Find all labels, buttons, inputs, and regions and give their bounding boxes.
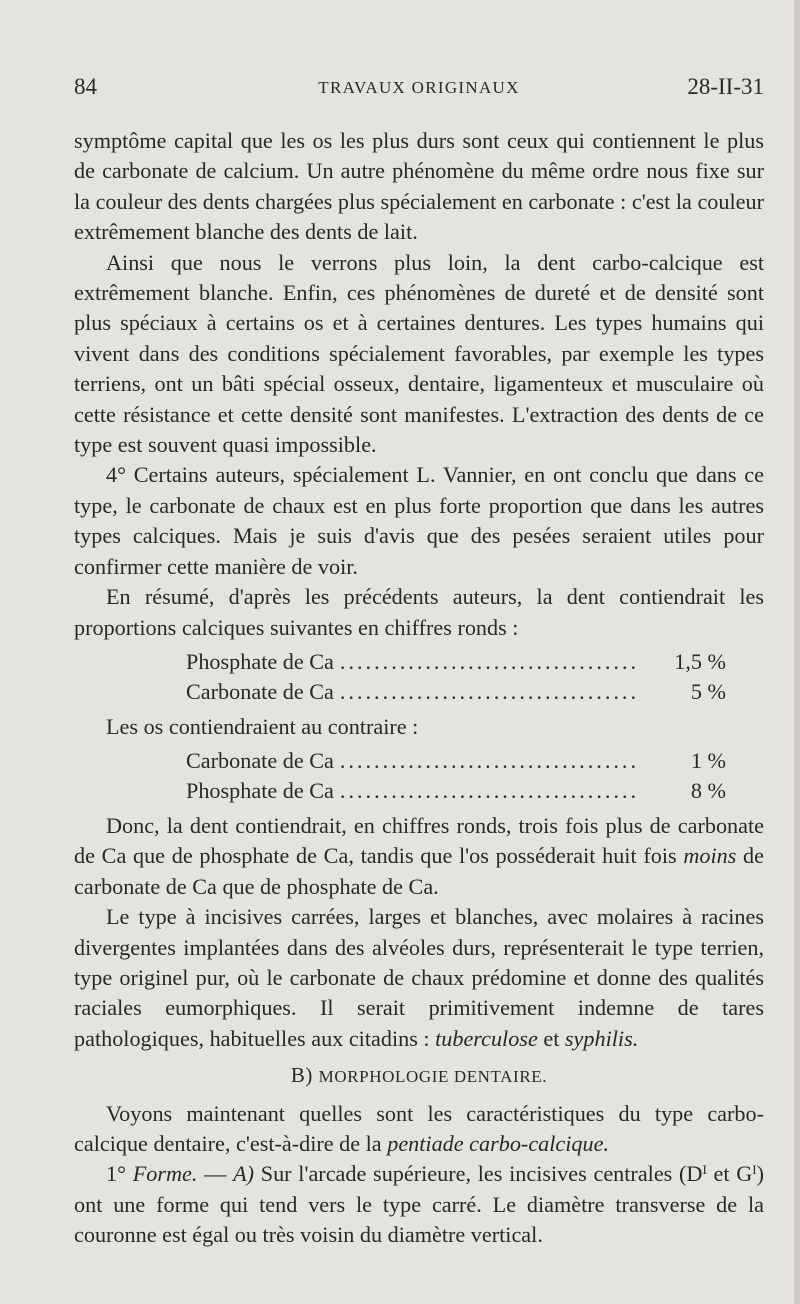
paragraph-5: Les os contiendraient au contraire : (106, 713, 419, 739)
running-title: TRAVAUX ORIGINAUX (318, 78, 520, 97)
paragraph-3: 4° Certains auteurs, spécialement L. Vannier, en ont conclu que dans ce type, le carbonate de chaux est en plus forte proportion que dans les autres types calciques. Mais je suis d'avis que des pesées seraient utiles pour confirmer cette manière de voir. (74, 462, 764, 579)
paragraph-7-text: Le type à incisives carrées, larges et blanches, avec molaires à racines divergentes implantées dans des alvéoles durs, représenterait le type terrien, type originel pur, où le carbonate de chaux prédomine et donne des qualités raciales eumorphiques. Il serait primitivement indemne de tares pathologiques, habituelles aux citadins : (74, 904, 764, 1051)
italic-word: syphilis. (564, 1025, 639, 1051)
paragraph-8-text: Voyons maintenant quelles sont les caractéristiques du type carbo-calcique dentaire, c'est-à-dire de la (74, 1100, 764, 1156)
paragraph-2: Ainsi que nous le verrons plus loin, la dent carbo-calcique est extrêmement blanche. Enfin, ces phénomènes de dureté et de densité sont plus spéciaux à certains os et à certaines dentures. Les types humains qui vivent dans des conditions spécialement favorables, par exemple les types terriens, ont un bâti spécial osseux, dentaire, ligamenteux et musculaire où cette résistance et cette densité sont manifestes. L'extraction des dents de ce type est souvent quasi impossible. (74, 249, 764, 458)
table-row-label: Phosphate de Ca (186, 778, 334, 804)
dot-leader: ................................... (339, 778, 640, 804)
paragraph-1: symptôme capital que les os les plus durs sont ceux qui contiennent le plus de carbonate de calcium. Un autre phénomène du même ordre nous fixe sur la couleur des dents chargées plus spécialement en carbonate : c'est la couleur extrêmement blanche des dents de lait. (74, 128, 764, 245)
paragraph-7 (74, 902, 764, 1054)
paragraph-9-et: et G (713, 1161, 753, 1187)
superscript: I (702, 1162, 707, 1178)
italic-word: tuberculose (435, 1025, 538, 1051)
table-row-label: Phosphate de Ca (186, 648, 334, 674)
section-heading (74, 1060, 764, 1092)
conjunction: et (543, 1025, 560, 1051)
dot-leader: ................................... (339, 679, 639, 705)
item-letter: A) (233, 1161, 255, 1187)
table-row-label: Carbonate de Ca (186, 679, 334, 705)
body-text (74, 126, 764, 1251)
table-row-value: 5 % (690, 679, 726, 705)
page-edge-shadow (794, 0, 800, 1304)
paragraph-4: En résumé, d'après les précédents auteurs, la dent contiendrait les proportions calciques suivantes en chiffres ronds : (74, 584, 764, 640)
table-row (186, 677, 726, 707)
em-dash: — (204, 1161, 227, 1187)
paragraph-6 (74, 811, 764, 902)
paragraph-9-rest: ) ont une forme qui tend vers le type carré. Le diamètre transverse de la couronne est égal ou très voisin du diamètre vertical. (74, 1161, 765, 1248)
paragraph-6-end: de carbonate de Ca que de phosphate de Ca. (74, 843, 764, 899)
italic-term: pentiade carbo-calcique. (387, 1130, 610, 1156)
italic-subheading: Forme. (132, 1161, 198, 1187)
paragraph-8 (74, 1099, 764, 1160)
table-row-value: 1,5 % (674, 648, 726, 674)
os-proportions-table (186, 746, 726, 807)
table-row-value: 1 % (690, 748, 726, 774)
table-row-value: 8 % (690, 778, 726, 804)
paragraph-9 (74, 1159, 764, 1250)
table-row (186, 647, 726, 677)
dot-leader: ................................... (339, 648, 640, 674)
list-number: 1° (106, 1161, 126, 1187)
table-row (186, 746, 726, 776)
section-heading-prefix: B) (290, 1063, 313, 1088)
paragraph-6-text: Donc, la dent contiendrait, en chiffres ronds, trois fois plus de carbonate de Ca que de phosphate de Ca, tandis que l'os posséderait huit fois (74, 812, 764, 869)
section-heading-title: MORPHOLOGIE DENTAIRE. (318, 1067, 548, 1087)
dot-leader: ................................... (339, 748, 639, 774)
running-header (74, 74, 764, 106)
dent-proportions-table (186, 647, 726, 708)
header-date: 28-II-31 (687, 74, 764, 99)
paragraph-9-text: Sur l'arcade supérieure, les incisives centrales (D (260, 1161, 703, 1187)
table-row-label: Carbonate de Ca (186, 748, 334, 774)
table-row (186, 776, 726, 806)
italic-word: moins (683, 843, 737, 869)
page-number: 84 (74, 74, 97, 99)
superscript: I (752, 1162, 757, 1178)
